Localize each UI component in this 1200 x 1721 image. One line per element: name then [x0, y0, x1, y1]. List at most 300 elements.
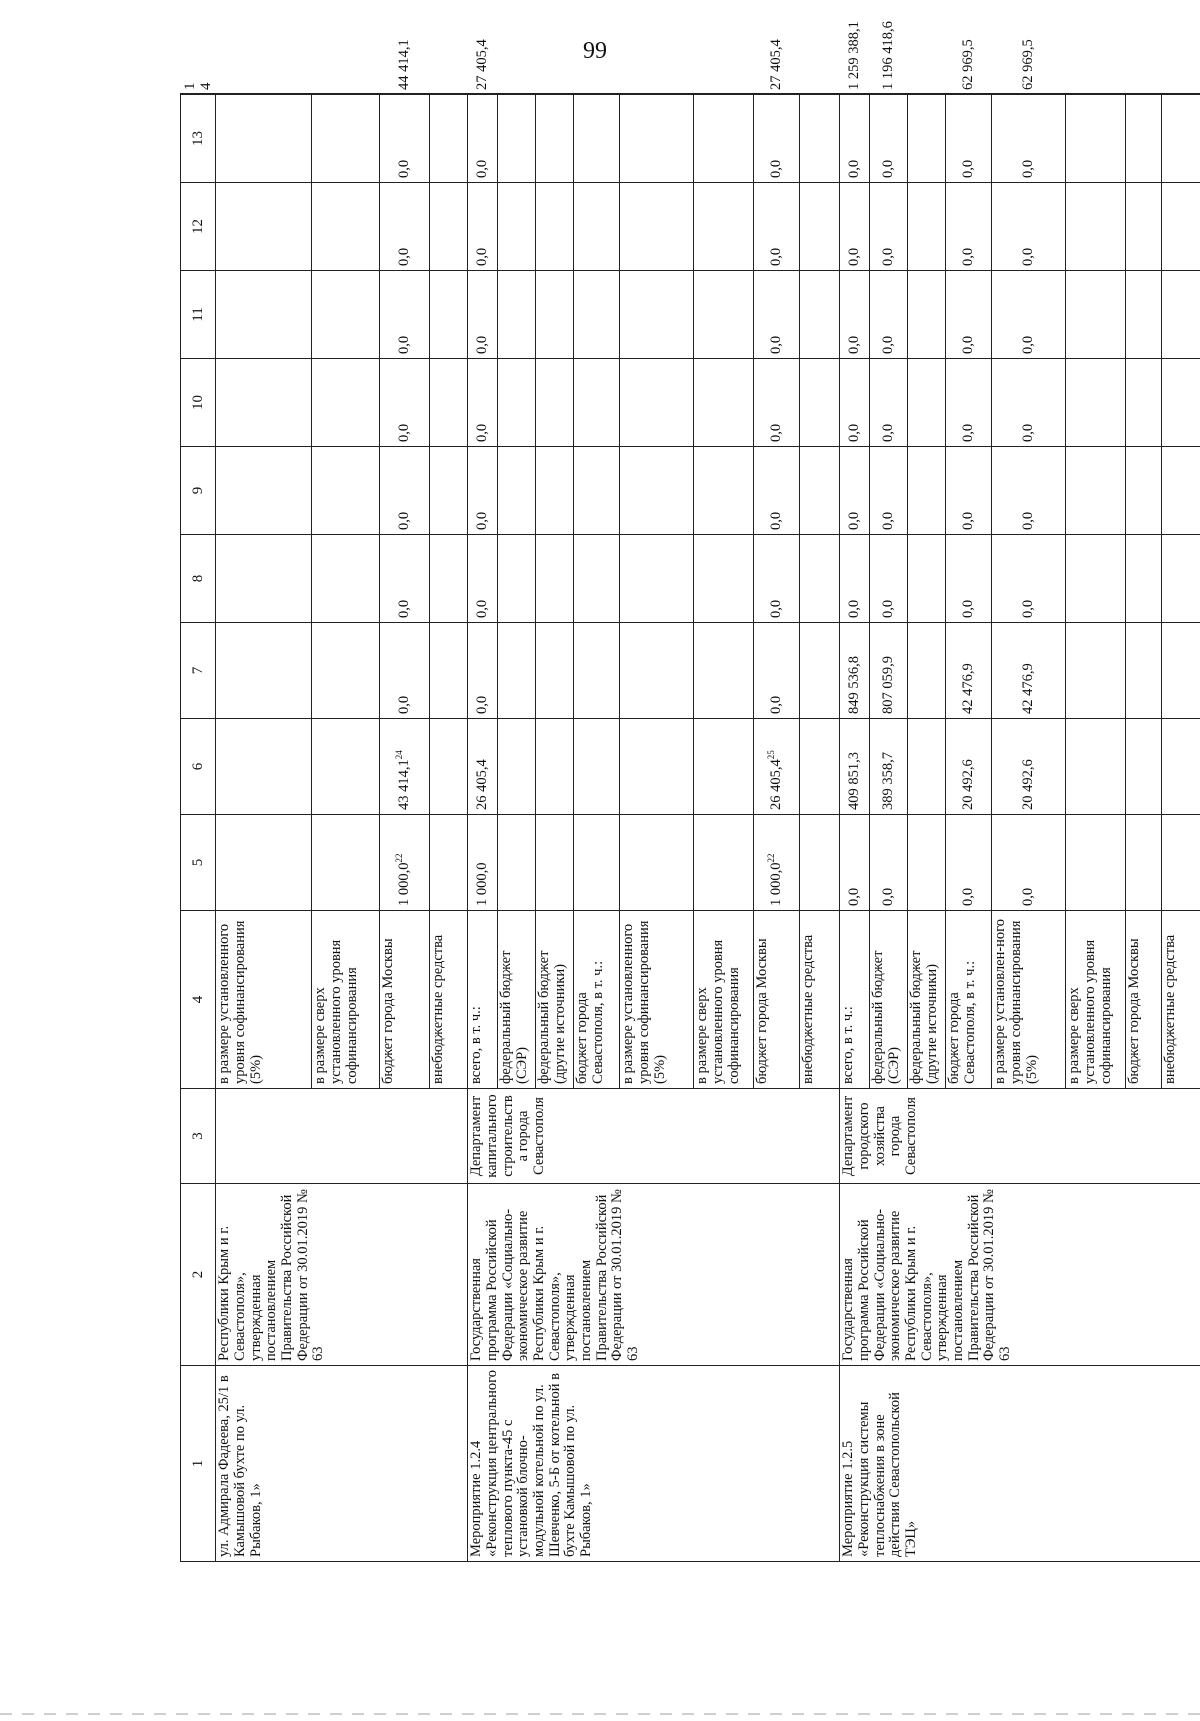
value-cell-col6	[536, 719, 574, 815]
value-cell-col10	[800, 359, 840, 447]
value-text: 0,0	[474, 423, 491, 442]
value-text: 0,0	[1020, 159, 1037, 178]
value-text: 0,0	[960, 159, 977, 178]
value-text: 26 405,4	[474, 759, 491, 810]
value-cell-col9	[498, 447, 536, 535]
value-cell-col7	[992, 623, 1066, 719]
budget-table	[180, 21, 1200, 1562]
section-col1: ул. Адмирала Фадеева, 25/1 в Камышовой бухте по ул. Рыбаков, 1»	[216, 1366, 468, 1562]
value-text: 43 414,1	[396, 759, 413, 810]
value-cell-col11	[1066, 271, 1126, 359]
value-text: 0,0	[396, 599, 413, 618]
value-text: 849 536,8	[846, 656, 863, 714]
column-header-9: 9	[181, 447, 216, 535]
value-cell-col14	[754, 39, 800, 95]
value-text: 0,0	[1020, 887, 1037, 906]
value-cell-col12	[946, 183, 992, 271]
value-cell-col10	[1162, 359, 1200, 447]
section-col2: Государственная программа Российской Федерации «Социально-экономическое развитие Республики Крым и г. Севастополя», утвержденная постановлением Правительства Российской Федерации от 30.01.2019 № 63	[468, 1184, 840, 1366]
value-cell-col13	[536, 95, 574, 183]
value-cell-col13	[430, 95, 468, 183]
value-cell-col8	[620, 535, 694, 623]
value-text: 62 969,5	[1020, 39, 1037, 90]
value-cell-col14	[312, 94, 380, 95]
value-cell-col10	[216, 359, 312, 447]
value-cell-col14	[380, 39, 430, 95]
value-cell-col14	[468, 39, 498, 95]
value-cell-col13	[216, 95, 312, 183]
value-cell-col5	[870, 815, 908, 911]
value-text: 0,0	[880, 599, 897, 618]
value-cell-col12	[468, 183, 498, 271]
value-cell-col14	[536, 94, 574, 95]
value-cell-col8	[468, 535, 498, 623]
value-cell-col10	[620, 359, 694, 447]
value-cell-col7	[1126, 623, 1162, 719]
value-cell-col7	[908, 623, 946, 719]
funding-source-label: бюджет города Москвы	[754, 911, 800, 1089]
value-text: 0,0	[846, 159, 863, 178]
value-cell-col9	[1126, 447, 1162, 535]
value-cell-col5	[430, 815, 468, 911]
value-cell-col8	[870, 535, 908, 623]
value-text: 0,0	[880, 247, 897, 266]
value-text: 0,0	[1020, 247, 1037, 266]
column-header-12: 12	[181, 183, 216, 271]
value-cell-col6	[574, 719, 620, 815]
column-header-14: 14	[181, 94, 216, 95]
value-text: 1 000,0	[474, 862, 491, 906]
value-cell-col13	[620, 95, 694, 183]
value-cell-col13	[1162, 95, 1200, 183]
value-cell-col5	[840, 815, 870, 911]
value-text: 0,0	[768, 599, 785, 618]
value-cell-col9	[840, 447, 870, 535]
section-col1: Мероприятие 1.2.4 «Реконструкция центрального теплового пункта-45 с установкой блочно-модульной котельной по ул. Шевченко, 5-Б от котельной в бухте Камышовой по ул. Рыбаков, 1»	[468, 1366, 840, 1562]
funding-source-label: в размере сверх установленного уровня софинансирования	[312, 911, 380, 1089]
value-cell-col11	[574, 271, 620, 359]
funding-source-label: бюджет города Москвы	[380, 911, 430, 1089]
value-cell-col7	[468, 623, 498, 719]
value-text: 27 405,4	[768, 39, 785, 90]
value-cell-col11	[908, 271, 946, 359]
value-cell-col10	[946, 359, 992, 447]
funding-source-label: в размере сверх установленного уровня софинансирования	[1066, 911, 1126, 1089]
value-cell-col13	[1126, 95, 1162, 183]
value-cell-col12	[430, 183, 468, 271]
value-cell-col10	[536, 359, 574, 447]
funding-source-label: всего, в т. ч.:	[840, 911, 870, 1089]
value-cell-col6	[498, 719, 536, 815]
value-cell-col11	[694, 271, 754, 359]
value-text: 0,0	[396, 159, 413, 178]
value-text: 0,0	[880, 335, 897, 354]
page-number: 99	[583, 38, 607, 64]
value-text: 0,0	[846, 247, 863, 266]
value-cell-col12	[1066, 183, 1126, 271]
funding-source-label: в размере установленного уровня софинансирования (5%)	[216, 911, 312, 1089]
value-text: 409 851,3	[846, 752, 863, 810]
value-text: 0,0	[396, 511, 413, 530]
footnote-ref: 22	[766, 853, 777, 863]
value-cell-col10	[1066, 359, 1126, 447]
value-cell-col8	[992, 535, 1066, 623]
value-cell-col11	[620, 271, 694, 359]
value-cell-col13	[498, 95, 536, 183]
value-cell-col14	[430, 94, 468, 95]
value-cell-col5	[312, 815, 380, 911]
value-cell-col7	[312, 623, 380, 719]
column-header-2: 2	[181, 1184, 216, 1366]
section-col2: Республики Крым и г. Севастополя», утвержденная постановлением Правительства Российской Федерации от 30.01.2019 № 63	[216, 1184, 468, 1366]
value-cell-col11	[216, 271, 312, 359]
value-cell-col7	[1066, 623, 1126, 719]
funding-source-label: в размере сверх установленного уровня софинансирования	[694, 911, 754, 1089]
value-cell-col12	[216, 183, 312, 271]
value-cell-col11	[468, 271, 498, 359]
value-text: 0,0	[396, 247, 413, 266]
funding-source-label: внебюджетные средства	[800, 911, 840, 1089]
value-cell-col10	[430, 359, 468, 447]
value-cell-col11	[870, 271, 908, 359]
value-cell-col11	[312, 271, 380, 359]
value-cell-col9	[694, 447, 754, 535]
value-text: 0,0	[846, 335, 863, 354]
value-cell-col9	[992, 447, 1066, 535]
value-cell-col10	[312, 359, 380, 447]
column-header-4: 4	[181, 911, 216, 1089]
value-cell-col13	[870, 95, 908, 183]
value-cell-col9	[468, 447, 498, 535]
value-text: 0,0	[474, 599, 491, 618]
value-text: 0,0	[474, 159, 491, 178]
value-cell-col10	[498, 359, 536, 447]
value-cell-col14	[946, 39, 992, 95]
value-cell-col5	[754, 815, 800, 911]
value-cell-col6	[840, 719, 870, 815]
value-cell-col7	[498, 623, 536, 719]
value-cell-col5	[694, 815, 754, 911]
value-cell-col5	[1066, 815, 1126, 911]
value-cell-col9	[536, 447, 574, 535]
value-cell-col8	[1066, 535, 1126, 623]
value-text: 0,0	[474, 335, 491, 354]
value-cell-col7	[430, 623, 468, 719]
table-row	[216, 94, 312, 1562]
value-cell-col5	[380, 815, 430, 911]
value-text: 0,0	[960, 599, 977, 618]
value-cell-col10	[694, 359, 754, 447]
value-cell-col12	[1162, 183, 1200, 271]
value-cell-col6	[430, 719, 468, 815]
value-cell-col10	[870, 359, 908, 447]
value-cell-col14	[840, 21, 870, 95]
value-cell-col11	[946, 271, 992, 359]
value-cell-col9	[620, 447, 694, 535]
value-cell-col14	[908, 94, 946, 95]
value-cell-col6	[216, 719, 312, 815]
value-cell-col8	[430, 535, 468, 623]
value-text: 0,0	[396, 335, 413, 354]
value-text: 0,0	[880, 511, 897, 530]
value-text: 26 405,4	[768, 759, 785, 810]
value-cell-col6	[1126, 719, 1162, 815]
value-cell-col9	[800, 447, 840, 535]
value-cell-col12	[574, 183, 620, 271]
value-cell-col7	[800, 623, 840, 719]
value-cell-col12	[536, 183, 574, 271]
value-cell-col14	[870, 21, 908, 95]
value-text: 0,0	[846, 423, 863, 442]
value-cell-col8	[380, 535, 430, 623]
value-cell-col7	[1162, 623, 1200, 719]
scan-artifact	[0, 1713, 1200, 1715]
value-cell-col8	[840, 535, 870, 623]
footnote-ref: 22	[394, 853, 405, 863]
value-cell-col14	[1126, 94, 1162, 95]
value-cell-col12	[498, 183, 536, 271]
value-cell-col13	[800, 95, 840, 183]
value-text: 0,0	[396, 695, 413, 714]
value-cell-col6	[992, 719, 1066, 815]
value-cell-col9	[216, 447, 312, 535]
value-cell-col14	[1066, 94, 1126, 95]
value-text: 27 405,4	[474, 39, 491, 90]
value-cell-col12	[800, 183, 840, 271]
value-cell-col10	[840, 359, 870, 447]
value-cell-col9	[430, 447, 468, 535]
value-cell-col5	[908, 815, 946, 911]
funding-source-label: в размере установлен-ного уровня софинансирования (5%)	[992, 911, 1066, 1089]
value-cell-col10	[908, 359, 946, 447]
value-text: 1 000,0	[768, 862, 785, 906]
value-cell-col9	[754, 447, 800, 535]
value-text: 0,0	[768, 247, 785, 266]
value-cell-col7	[620, 623, 694, 719]
value-cell-col5	[620, 815, 694, 911]
value-cell-col7	[754, 623, 800, 719]
value-cell-col5	[468, 815, 498, 911]
value-cell-col10	[1126, 359, 1162, 447]
value-cell-col13	[380, 95, 430, 183]
value-cell-col10	[574, 359, 620, 447]
value-cell-col6	[908, 719, 946, 815]
value-cell-col5	[800, 815, 840, 911]
value-cell-col11	[536, 271, 574, 359]
value-text: 0,0	[768, 695, 785, 714]
value-cell-col14	[620, 94, 694, 95]
value-cell-col7	[840, 623, 870, 719]
value-text: 0,0	[1020, 511, 1037, 530]
column-header-8: 8	[181, 535, 216, 623]
table-row	[468, 94, 498, 1562]
value-cell-col13	[992, 95, 1066, 183]
section-col1: Мероприятие 1.2.5 «Реконструкция системы теплоснабжения в зоне действия Севастопольской ТЭЦ»	[840, 1366, 1200, 1562]
section-col3: Департамент городского хозяйства города Севастополя	[840, 1089, 1200, 1184]
value-text: 0,0	[960, 511, 977, 530]
value-text: 1 000,0	[396, 862, 413, 906]
value-text: 0,0	[1020, 599, 1037, 618]
value-cell-col7	[216, 623, 312, 719]
value-text: 62 969,5	[960, 39, 977, 90]
value-cell-col9	[1066, 447, 1126, 535]
value-cell-col10	[468, 359, 498, 447]
value-cell-col11	[498, 271, 536, 359]
funding-source-label: в размере установленного уровня софинансирования (5%)	[620, 911, 694, 1089]
value-cell-col8	[536, 535, 574, 623]
value-cell-col5	[1126, 815, 1162, 911]
value-cell-col14	[800, 94, 840, 95]
value-cell-col9	[312, 447, 380, 535]
column-header-11: 11	[181, 271, 216, 359]
value-cell-col6	[870, 719, 908, 815]
value-text: 0,0	[1020, 335, 1037, 354]
value-cell-col12	[380, 183, 430, 271]
value-cell-col5	[216, 815, 312, 911]
value-text: 44 414,1	[396, 39, 413, 90]
value-cell-col5	[574, 815, 620, 911]
value-text: 0,0	[846, 511, 863, 530]
value-cell-col12	[840, 183, 870, 271]
value-cell-col11	[380, 271, 430, 359]
value-cell-col14	[992, 39, 1066, 95]
value-text: 807 059,9	[880, 656, 897, 714]
value-cell-col12	[620, 183, 694, 271]
value-cell-col8	[498, 535, 536, 623]
value-text: 389 358,7	[880, 752, 897, 810]
value-cell-col9	[574, 447, 620, 535]
footnote-ref: 24	[394, 750, 405, 760]
value-cell-col12	[1126, 183, 1162, 271]
funding-source-label: внебюджетные средства	[1162, 911, 1200, 1089]
value-cell-col7	[946, 623, 992, 719]
funding-source-label: федеральный бюджет (СЭР)	[870, 911, 908, 1089]
value-text: 0,0	[768, 159, 785, 178]
value-cell-col12	[694, 183, 754, 271]
value-text: 1 259 388,1	[846, 21, 863, 90]
value-cell-col11	[992, 271, 1066, 359]
value-cell-col8	[1126, 535, 1162, 623]
value-text: 0,0	[846, 599, 863, 618]
value-cell-col7	[380, 623, 430, 719]
value-cell-col8	[754, 535, 800, 623]
value-cell-col6	[468, 719, 498, 815]
column-header-6: 6	[181, 719, 216, 815]
value-cell-col13	[840, 95, 870, 183]
value-cell-col12	[908, 183, 946, 271]
column-header-1: 1	[181, 1366, 216, 1562]
value-text: 0,0	[474, 511, 491, 530]
value-cell-col12	[992, 183, 1066, 271]
funding-source-label: бюджет города Москвы	[1126, 911, 1162, 1089]
value-text: 0,0	[880, 887, 897, 906]
value-cell-col10	[754, 359, 800, 447]
value-cell-col8	[574, 535, 620, 623]
value-text: 0,0	[846, 887, 863, 906]
value-text: 0,0	[768, 335, 785, 354]
value-cell-col11	[840, 271, 870, 359]
value-cell-col5	[992, 815, 1066, 911]
rotated-table-container	[180, 21, 1179, 1562]
value-cell-col7	[574, 623, 620, 719]
value-text: 0,0	[474, 695, 491, 714]
value-text: 42 476,9	[960, 663, 977, 714]
value-cell-col6	[754, 719, 800, 815]
value-text: 20 492,6	[1020, 759, 1037, 810]
value-text: 0,0	[768, 511, 785, 530]
value-cell-col8	[312, 535, 380, 623]
section-col2: Государственная программа Российской Федерации «Социально-экономическое развитие Республики Крым и г. Севастополя», утвержденная постановлением Правительства Российской Федерации от 30.01.2019 № 63	[840, 1184, 1200, 1366]
value-text: 0,0	[474, 247, 491, 266]
column-header-5: 5	[181, 815, 216, 911]
value-cell-col11	[800, 271, 840, 359]
value-cell-col9	[1162, 447, 1200, 535]
funding-source-label: федеральный бюджет (СЭР)	[498, 911, 536, 1089]
value-cell-col5	[498, 815, 536, 911]
value-cell-col5	[1162, 815, 1200, 911]
value-cell-col6	[380, 719, 430, 815]
value-cell-col6	[1162, 719, 1200, 815]
value-cell-col8	[800, 535, 840, 623]
value-cell-col9	[870, 447, 908, 535]
value-text: 20 492,6	[960, 759, 977, 810]
table-row	[840, 94, 870, 1562]
value-cell-col10	[380, 359, 430, 447]
value-text: 1 196 418,6	[880, 21, 897, 90]
value-text: 0,0	[1020, 423, 1037, 442]
value-cell-col9	[908, 447, 946, 535]
value-cell-col6	[946, 719, 992, 815]
value-cell-col9	[946, 447, 992, 535]
footnote-ref: 25	[766, 750, 777, 760]
value-text: 0,0	[880, 159, 897, 178]
funding-source-label: всего, в т. ч.:	[468, 911, 498, 1089]
funding-source-label: бюджет города Севастополя, в т. ч.:	[946, 911, 992, 1089]
value-cell-col6	[620, 719, 694, 815]
value-cell-col6	[800, 719, 840, 815]
column-header-3: 3	[181, 1089, 216, 1184]
value-cell-col5	[536, 815, 574, 911]
value-text: 0,0	[960, 423, 977, 442]
value-cell-col7	[870, 623, 908, 719]
value-cell-col14	[498, 94, 536, 95]
value-text: 0,0	[880, 423, 897, 442]
value-cell-col12	[754, 183, 800, 271]
value-cell-col8	[694, 535, 754, 623]
section-col3: Департамент капитального строительства города Севастополя	[468, 1089, 840, 1184]
value-cell-col11	[1126, 271, 1162, 359]
value-cell-col11	[430, 271, 468, 359]
value-cell-col5	[946, 815, 992, 911]
value-cell-col13	[694, 95, 754, 183]
value-cell-col13	[468, 95, 498, 183]
value-text: 42 476,9	[1020, 663, 1037, 714]
value-cell-col8	[946, 535, 992, 623]
value-text: 0,0	[960, 335, 977, 354]
value-cell-col14	[574, 94, 620, 95]
column-header-13: 13	[181, 95, 216, 183]
value-cell-col13	[946, 95, 992, 183]
funding-source-label: бюджет города Севастополя, в т. ч.:	[574, 911, 620, 1089]
value-cell-col13	[1066, 95, 1126, 183]
value-cell-col11	[1162, 271, 1200, 359]
value-cell-col12	[312, 183, 380, 271]
value-cell-col6	[1066, 719, 1126, 815]
value-cell-col13	[574, 95, 620, 183]
column-header-7: 7	[181, 623, 216, 719]
value-cell-col13	[754, 95, 800, 183]
value-cell-col13	[312, 95, 380, 183]
